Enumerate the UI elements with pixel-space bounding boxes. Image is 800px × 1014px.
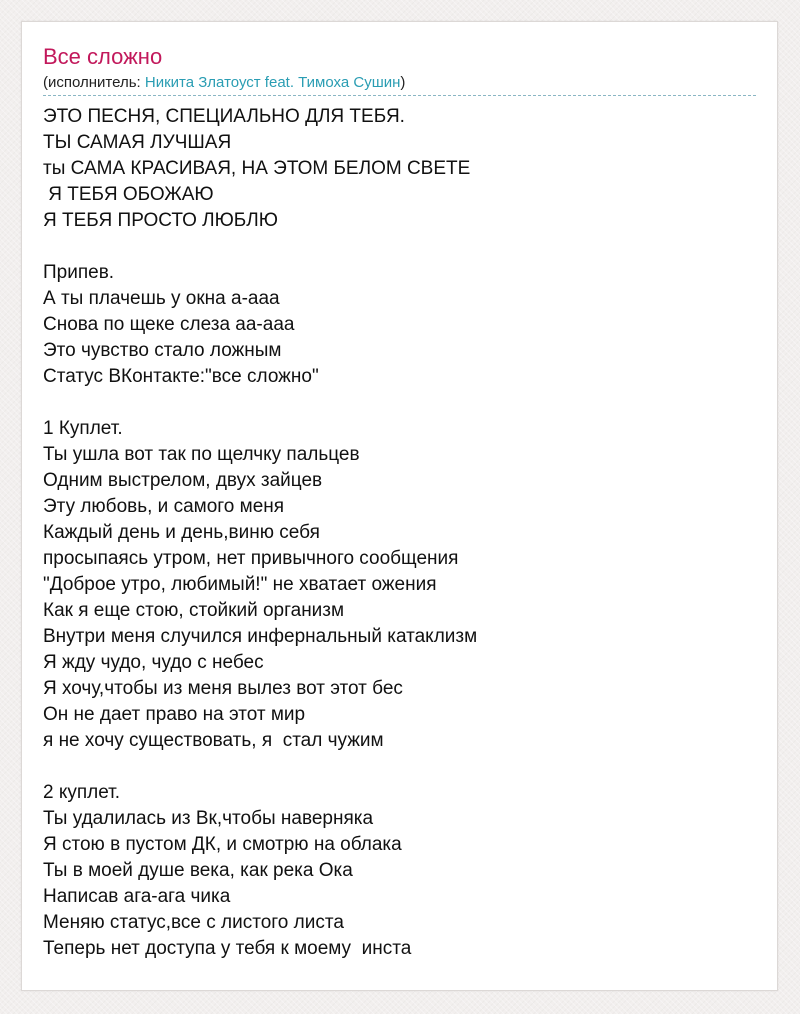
lyric-line: просыпаясь утром, нет привычного сообщения — [43, 548, 459, 569]
lyric-line: Я жду чудо, чудо с небес — [43, 652, 264, 673]
lyric-line: Я ТЕБЯ ОБОЖАЮ — [43, 184, 214, 205]
lyric-line: Припев. — [43, 262, 115, 283]
lyric-line: Эту любовь, и самого меня — [43, 496, 285, 517]
lyric-line: Внутри меня случился инфернальный катаклизм — [43, 626, 478, 647]
lyric-line: 2 куплет. — [43, 782, 121, 803]
lyric-line: Снова по щеке слеза аа-ааа — [43, 314, 295, 335]
lyric-line: Я стою в пустом ДК, и смотрю на облака — [43, 834, 402, 855]
lyric-line: Ты ушла вот так по щелчку пальцев — [43, 444, 360, 465]
lyric-line: Как я еще стою, стойкий организм — [43, 600, 345, 621]
lyric-line: А ты плачешь у окна а-ааа — [43, 288, 280, 309]
song-title: Все сложно — [43, 44, 163, 69]
lyrics-card — [21, 21, 778, 991]
lyrics-text — [43, 104, 477, 962]
lyric-line: Я ТЕБЯ ПРОСТО ЛЮБЛЮ — [43, 210, 278, 231]
lyric-line: Я хочу,чтобы из меня вылез вот этот бес — [43, 678, 403, 699]
lyric-line — [43, 390, 477, 416]
lyric-line: Меняю статус,все с листого листа — [43, 912, 344, 933]
artist-link[interactable]: Никита Златоуст feat. Тимоха Сушин — [144, 74, 401, 91]
lyric-line: Ты удалилась из Вк,чтобы наверняка — [43, 808, 374, 829]
lyric-line: Каждый день и день,виню себя — [43, 522, 320, 543]
lyric-line: я не хочу существовать, я стал чужим — [43, 730, 384, 751]
lyric-line: Теперь нет доступа у тебя к моему инста — [43, 938, 412, 959]
lyric-line — [43, 234, 477, 260]
artist-line — [43, 73, 756, 96]
lyric-line: Это чувство стало ложным — [43, 340, 282, 361]
lyric-line: ТЫ САМАЯ ЛУЧШАЯ — [43, 132, 232, 153]
lyric-line: Ты в моей душе века, как река Ока — [43, 860, 353, 881]
lyric-line: 1 Куплет. — [43, 418, 123, 439]
lyric-line — [43, 754, 477, 780]
lyric-line: "Доброе утро, любимый!" не хватает ожения — [43, 574, 437, 595]
lyric-line: ЭТО ПЕСНЯ, СПЕЦИАЛЬНО ДЛЯ ТЕБЯ. — [43, 106, 405, 127]
lyric-line: Он не дает право на этот мир — [43, 704, 306, 725]
lyric-line: Одним выстрелом, двух зайцев — [43, 470, 323, 491]
artist-suffix: ) — [400, 74, 406, 91]
artist-prefix: (исполнитель: — [43, 74, 145, 91]
lyric-line: ты САМА КРАСИВАЯ, НА ЭТОМ БЕЛОМ СВЕТЕ — [43, 158, 471, 179]
lyric-line: Статус ВКонтакте:"все сложно" — [43, 366, 319, 387]
lyric-line: Написав ага-ага чика — [43, 886, 231, 907]
